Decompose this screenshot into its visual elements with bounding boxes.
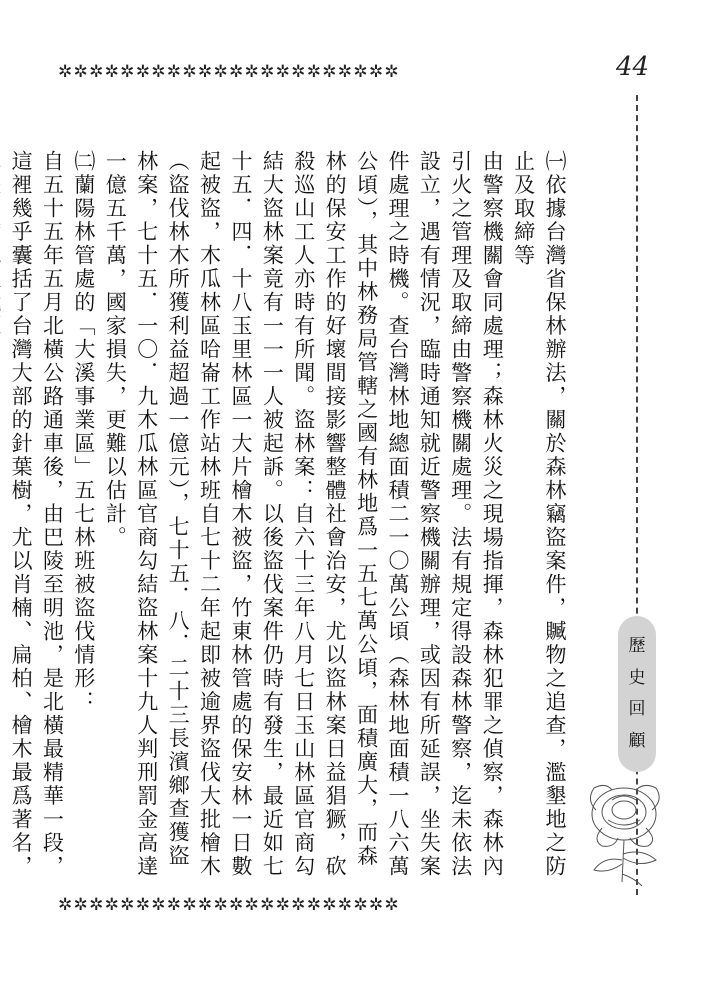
paragraph-1-body: 由警察機關會同處理；森林火災之現場指揮，森林犯罪之偵察，森林內引火之管理及取締由警察機關處理。法有規定得設森林警察，迄未依法設立，遇有情況，臨時通知就近警察機關辦理，或因有所延誤，坐失案件處理之時機。查台灣林地總面積二一〇萬公頃（森林地面積一八六萬公頃），其中林務局管轄之國有林地爲一五七萬公頃，面積廣大，而森林的保安工作的好壞間接影響整體社會治安，尤以盜林案日益猖獗，砍殺巡山工人亦時有所聞。盜林案：自六十三年八月七日玉山林區官商勾結大盜林案竟有一一一人被起訴。以後盜伐案件仍時有發生，最近如七十五．四．十八玉里林區一大片檜木被盜，竹東林管處的保安林一日數起被盜，木瓜林區哈崙工作站林班自七十二年起即被逾界盜伐大批檜木（盜伐林木所獲利益超過一億元），七十五．八．二十三長濱鄉查獲盜林案，七十五．一〇．九木瓜林區官商勾結盜林案十九人判刑罰金高達一億五千萬，國家損失，更難以估計。	[103, 150, 505, 879]
section-tab-char: 史	[628, 667, 646, 688]
bottom-ornament-border: ✲✲✲✲✲✲✲✲✲✲✲✲✲✲✲✲✲✲✲✲✲✲	[58, 895, 400, 915]
section-tab-char: 顧	[628, 730, 646, 751]
vertical-body-text	[9, 150, 570, 880]
section-tab-char: 歷	[628, 636, 646, 657]
paragraph-2	[0, 150, 99, 880]
list-marker: ㈠	[543, 150, 567, 174]
section-tab-char: 回	[628, 699, 646, 720]
paragraph-2-body: 自五十五年五月北橫公路通車後，由巴陵至明池，是北橫最精華一段，這裡幾乎囊括了台灣大部的針葉樹，尤以肖楠、扁柏、檜木最爲著名，	[9, 150, 65, 879]
paragraph-1-first-line: 依據台灣省保林辦法，關於森林竊盜案件，贓物之追查，濫墾地之防止及取締等	[511, 150, 567, 879]
paragraph-1	[99, 150, 570, 880]
peony-flower-illustration	[572, 770, 682, 890]
top-ornament-border: ✲✲✲✲✲✲✲✲✲✲✲✲✲✲✲✲✲✲✲✲✲✲	[58, 62, 400, 82]
list-marker: ㈡	[71, 150, 96, 174]
page-number: 44	[616, 52, 650, 82]
paragraph-2-first-line: 蘭陽林管處的「大溪事業區」五七林班被盜伐情形：	[71, 173, 96, 714]
section-tab	[618, 616, 656, 772]
